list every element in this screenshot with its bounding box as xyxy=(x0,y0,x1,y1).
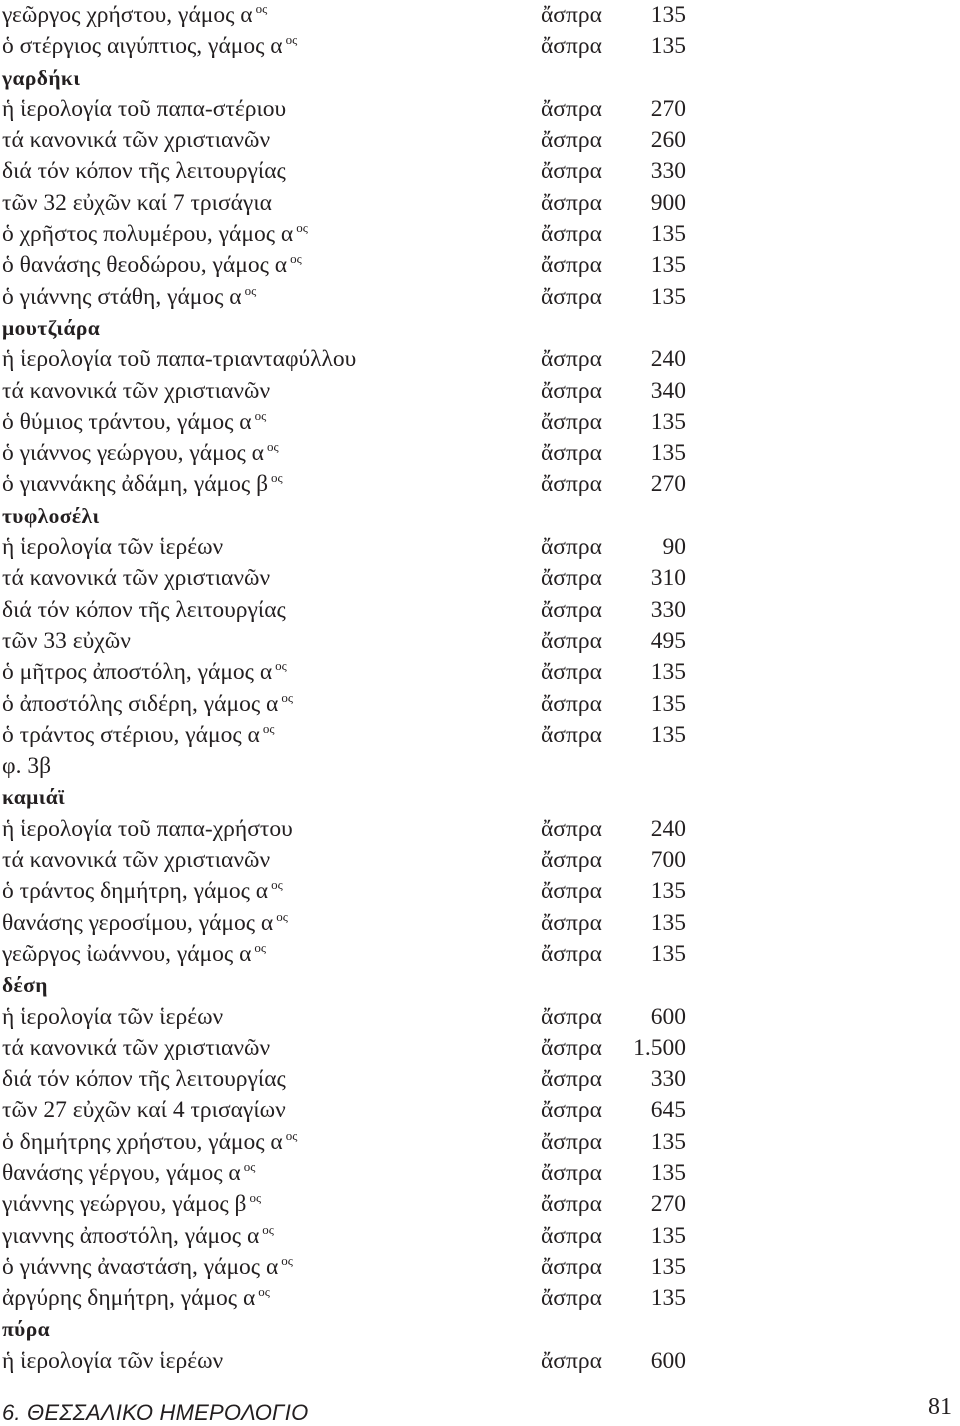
heading-text xyxy=(2,501,100,532)
entry-text: γεῶργος χρήστου, γάμος α xyxy=(2,2,253,28)
entry-description xyxy=(2,1158,255,1189)
amount-value: 135 xyxy=(650,1159,686,1186)
entry-text: ἡ ἱερολογία τῶν ἱερέων xyxy=(2,1347,224,1374)
entry-description xyxy=(2,1221,274,1252)
entry-description xyxy=(2,1283,270,1314)
currency-unit: ἄσπρα xyxy=(541,659,602,686)
entry-description xyxy=(2,532,223,563)
ledger-row xyxy=(0,1158,960,1189)
entry-text: ἡ ἱερολογία τοῦ παπα-χρήστου xyxy=(2,815,293,842)
currency-unit: ἄσπρα xyxy=(541,346,602,373)
ordinal-suffix: ος xyxy=(262,720,275,736)
entry-description xyxy=(2,125,270,156)
amount-value: 270 xyxy=(650,95,686,122)
currency-unit: ἄσπρα xyxy=(541,1003,602,1030)
ledger-row xyxy=(0,1346,960,1377)
entry-description xyxy=(2,438,279,469)
entry-text: θανάσης γεροσίμου, γάμος α xyxy=(2,909,274,936)
currency-unit: ἄσπρα xyxy=(541,847,602,874)
amount-value: 90 xyxy=(662,534,686,561)
amount-value: 495 xyxy=(650,627,686,654)
currency-unit: ἄσπρα xyxy=(541,627,602,654)
entry-description xyxy=(2,94,286,125)
entry-text: γεῶργος ἰωάννου, γάμος α xyxy=(2,940,252,967)
entry-text: φ. 3β xyxy=(2,753,52,780)
currency-unit: ἄσπρα xyxy=(541,1253,602,1280)
ledger-row xyxy=(0,908,960,939)
village-heading xyxy=(0,313,960,344)
amount-value: 240 xyxy=(650,346,686,373)
entry-description xyxy=(2,657,287,688)
currency-unit: ἄσπρα xyxy=(541,721,602,748)
ledger-row xyxy=(0,94,960,125)
entry-description xyxy=(2,0,267,31)
village-heading xyxy=(0,63,960,94)
currency-unit: ἄσπρα xyxy=(541,408,602,435)
entry-text: ἡ ἱερολογία τῶν ἱερέων xyxy=(2,534,224,561)
entry-text: τά κανονικά τῶν χριστιανῶν xyxy=(2,847,271,874)
entry-text: γιάννης γεώργου, γάμος β xyxy=(2,1191,247,1218)
ledger-row xyxy=(0,1283,960,1314)
heading-text xyxy=(2,970,48,1001)
entry-description xyxy=(2,751,51,782)
ledger-row xyxy=(0,814,960,845)
amount-value: 330 xyxy=(650,1066,686,1093)
amount-value: 135 xyxy=(650,1222,686,1249)
ordinal-suffix: ος xyxy=(271,470,283,486)
entry-description xyxy=(2,1002,223,1033)
entry-text: γιαννης ἀποστόλη, γάμος α xyxy=(2,1222,260,1249)
entry-description xyxy=(2,219,308,250)
ledger-row xyxy=(0,876,960,907)
ordinal-suffix: ος xyxy=(255,1,268,16)
ledger-row xyxy=(0,1252,960,1283)
amount-value: 900 xyxy=(650,189,686,216)
ledger-row xyxy=(0,563,960,594)
ordinal-suffix: ος xyxy=(254,939,267,955)
ordinal-suffix: ος xyxy=(243,1158,256,1174)
page-number: 81 xyxy=(928,1394,952,1420)
ledger-row xyxy=(0,344,960,375)
entry-description xyxy=(2,1095,286,1126)
ordinal-suffix: ος xyxy=(290,251,302,267)
ledger-row xyxy=(0,125,960,156)
amount-value: 270 xyxy=(650,471,686,498)
currency-unit: ἄσπρα xyxy=(541,909,602,936)
amount-value: 135 xyxy=(650,1128,686,1155)
ledger-row xyxy=(0,845,960,876)
entry-text: ὁ γιάννης στάθη, γάμος α xyxy=(2,283,242,310)
amount-value: 330 xyxy=(650,158,686,185)
entry-text: τά κανονικά τῶν χριστιανῶν xyxy=(2,377,271,404)
entry-text: γαρδήκι xyxy=(2,65,81,90)
amount-value: 270 xyxy=(650,1191,686,1218)
amount-value: 135 xyxy=(650,221,686,248)
amount-value: 135 xyxy=(650,690,686,717)
amount-value: 135 xyxy=(650,408,686,435)
village-heading xyxy=(0,501,960,532)
entry-description xyxy=(2,563,270,594)
ledger-row xyxy=(0,595,960,626)
amount-value: 135 xyxy=(650,283,686,310)
amount-value: 135 xyxy=(650,659,686,686)
currency-unit: ἄσπρα xyxy=(541,377,602,404)
currency-unit: ἄσπρα xyxy=(541,1285,602,1312)
heading-text xyxy=(2,782,65,813)
entry-text: ὁ γιάννος γεώργου, γάμος α xyxy=(2,440,264,467)
entry-description xyxy=(2,876,283,907)
entry-text: ὁ τράντος δημήτρη, γάμος α xyxy=(2,878,269,905)
entry-text: διά τόν κόπον τῆς λειτουργίας xyxy=(2,596,286,623)
ledger-row xyxy=(0,282,960,313)
entry-description xyxy=(2,1127,297,1158)
ledger-row xyxy=(0,1033,960,1064)
entry-text: ἡ ἱερολογία τῶν ἱερέων xyxy=(2,1003,224,1030)
ordinal-suffix: ος xyxy=(276,908,288,924)
currency-unit: ἄσπρα xyxy=(541,158,602,185)
heading-text xyxy=(2,313,100,344)
entry-text: τυφλοσέλι xyxy=(2,503,100,528)
currency-unit: ἄσπρα xyxy=(541,1128,602,1155)
entry-text: ὁ τράντος στέριου, γάμος α xyxy=(2,721,260,748)
entry-text: ὁ θανάσης θεοδώρου, γάμος α xyxy=(2,252,288,279)
entry-text: διά τόν κόπον τῆς λειτουργίας xyxy=(2,1066,286,1093)
entry-text: ὁ γιαννάκης ἀδάμη, γάμος β xyxy=(2,471,269,498)
entry-text: θανάσης γέργου, γάμος α xyxy=(2,1159,241,1186)
amount-value: 135 xyxy=(650,440,686,467)
ledger-row xyxy=(0,1002,960,1033)
currency-unit: ἄσπρα xyxy=(541,33,602,60)
entry-text: διά τόν κόπον τῆς λειτουργίας xyxy=(2,158,286,185)
amount-value: 135 xyxy=(650,1253,686,1280)
entry-description xyxy=(2,1346,223,1377)
ledger-row xyxy=(0,0,960,31)
ledger-row xyxy=(0,720,960,751)
currency-unit: ἄσπρα xyxy=(541,189,602,216)
entry-text: τῶν 32 εὐχῶν καί 7 τρισάγια xyxy=(2,189,272,216)
currency-unit: ἄσπρα xyxy=(541,1159,602,1186)
entry-description xyxy=(2,720,274,751)
entry-description xyxy=(2,407,266,438)
currency-unit: ἄσπρα xyxy=(541,878,602,905)
amount-value: 135 xyxy=(650,878,686,905)
entry-text: ὁ στέργιος αιγύπτιος, γάμος α xyxy=(2,33,283,60)
ledger-row xyxy=(0,626,960,657)
ordinal-suffix: ος xyxy=(281,1252,293,1268)
amount-value: 600 xyxy=(650,1003,686,1030)
entry-description xyxy=(2,1252,293,1283)
currency-unit: ἄσπρα xyxy=(541,565,602,592)
currency-unit: ἄσπρα xyxy=(541,1222,602,1249)
entry-text: μουτζιάρα xyxy=(2,315,101,340)
entry-text: ὁ δημήτρης χρήστου, γάμος α xyxy=(2,1128,283,1155)
page-footer xyxy=(0,1394,960,1426)
currency-unit: ἄσπρα xyxy=(541,1097,602,1124)
amount-value: 135 xyxy=(650,2,686,28)
currency-unit: ἄσπρα xyxy=(541,127,602,154)
entry-text: ὁ χρῆστος πολυμέρου, γάμος α xyxy=(2,221,294,248)
ledger-row xyxy=(0,188,960,219)
ordinal-suffix: ος xyxy=(249,1190,262,1206)
ledger-row xyxy=(0,939,960,970)
footer-journal-title: 6. ΘΕΣΣΑΛΙΚΟ ΗΜΕΡΟΛΟΓΙΟ xyxy=(2,1400,309,1425)
entry-text: ἡ ἱερολογία τοῦ παπα-τριανταφύλλου xyxy=(2,346,357,373)
entry-description xyxy=(2,282,256,313)
ordinal-suffix: ος xyxy=(281,689,293,705)
ordinal-suffix: ος xyxy=(244,282,257,298)
ordinal-suffix: ος xyxy=(285,32,298,48)
currency-unit: ἄσπρα xyxy=(541,815,602,842)
ledger-row xyxy=(0,657,960,688)
currency-unit: ἄσπρα xyxy=(541,283,602,310)
entry-text: τά κανονικά τῶν χριστιανῶν xyxy=(2,127,271,154)
ledger-row xyxy=(0,1221,960,1252)
ledger-row xyxy=(0,1064,960,1095)
ledger-row xyxy=(0,1189,960,1220)
entry-text: ὁ θύμιος τράντου, γάμος α xyxy=(2,408,252,435)
currency-unit: ἄσπρα xyxy=(541,252,602,279)
amount-value: 700 xyxy=(650,847,686,874)
entry-text: ἡ ἱερολογία τοῦ παπα-στέριου xyxy=(2,95,287,122)
amount-value: 600 xyxy=(650,1347,686,1374)
ordinal-suffix: ος xyxy=(285,1127,298,1143)
ledger-row xyxy=(0,689,960,720)
folio-note xyxy=(0,751,960,782)
currency-unit: ἄσπρα xyxy=(541,690,602,717)
entry-description xyxy=(2,1189,261,1220)
entry-description xyxy=(2,814,293,845)
ledger-row xyxy=(0,469,960,500)
ledger-row xyxy=(0,376,960,407)
entry-text: ὁ ἀποστόλης σιδέρη, γάμος α xyxy=(2,690,279,717)
ordinal-suffix: ος xyxy=(258,1284,270,1300)
entry-description xyxy=(2,1064,286,1095)
entry-text: τά κανονικά τῶν χριστιανῶν xyxy=(2,1034,271,1061)
amount-value: 240 xyxy=(650,815,686,842)
entry-description xyxy=(2,156,286,187)
currency-unit: ἄσπρα xyxy=(541,471,602,498)
ordinal-suffix: ος xyxy=(262,1221,274,1237)
ordinal-suffix: ος xyxy=(275,658,287,674)
entry-description xyxy=(2,250,302,281)
heading-text xyxy=(2,1314,50,1345)
currency-unit: ἄσπρα xyxy=(541,596,602,623)
currency-unit: ἄσπρα xyxy=(541,1034,602,1061)
amount-value: 645 xyxy=(650,1097,686,1124)
entry-description xyxy=(2,1033,270,1064)
amount-value: 260 xyxy=(650,127,686,154)
currency-unit: ἄσπρα xyxy=(541,95,602,122)
currency-unit: ἄσπρα xyxy=(541,1347,602,1374)
amount-value: 135 xyxy=(650,33,686,60)
entry-text: ὁ μῆτρος ἀποστόλη, γάμος α xyxy=(2,659,273,686)
entry-text: πύρα xyxy=(2,1317,51,1342)
amount-value: 135 xyxy=(650,721,686,748)
ledger-row xyxy=(0,156,960,187)
entry-description xyxy=(2,376,270,407)
amount-value: 135 xyxy=(650,909,686,936)
entry-description xyxy=(2,908,288,939)
entry-text: τῶν 33 εὐχῶν xyxy=(2,627,131,654)
entry-description xyxy=(2,344,356,375)
entry-text: ὁ γιάννης ἀναστάση, γάμος α xyxy=(2,1253,279,1280)
entry-text: τῶν 27 εὐχῶν καί 4 τρισαγίων xyxy=(2,1097,286,1124)
entry-description xyxy=(2,469,283,500)
ledger-row xyxy=(0,250,960,281)
heading-text xyxy=(2,63,80,94)
entry-text: δέση xyxy=(2,973,48,998)
ordinal-suffix: ος xyxy=(271,877,283,893)
entry-description xyxy=(2,939,266,970)
ordinal-suffix: ος xyxy=(296,220,308,236)
currency-unit: ἄσπρα xyxy=(541,1191,602,1218)
ordinal-suffix: ος xyxy=(254,407,267,423)
amount-value: 135 xyxy=(650,940,686,967)
entry-description xyxy=(2,31,297,62)
currency-unit: ἄσπρα xyxy=(541,1066,602,1093)
village-heading xyxy=(0,970,960,1001)
entry-description xyxy=(2,689,293,720)
ledger-row xyxy=(0,438,960,469)
currency-unit: ἄσπρα xyxy=(541,940,602,967)
currency-unit: ἄσπρα xyxy=(541,221,602,248)
ledger-row xyxy=(0,31,960,62)
entry-description xyxy=(2,845,270,876)
currency-unit: ἄσπρα xyxy=(541,440,602,467)
ledger-row xyxy=(0,1127,960,1158)
entry-description xyxy=(2,626,131,657)
currency-unit: ἄσπρα xyxy=(541,2,602,28)
amount-value: 135 xyxy=(650,1285,686,1312)
ledger-row xyxy=(0,219,960,250)
ledger-row xyxy=(0,407,960,438)
currency-unit: ἄσπρα xyxy=(541,534,602,561)
entry-text: ἀργύρης δημήτρη, γάμος α xyxy=(2,1285,256,1312)
amount-value: 330 xyxy=(650,596,686,623)
entry-description xyxy=(2,188,272,219)
village-heading xyxy=(0,782,960,813)
ledger-row xyxy=(0,532,960,563)
amount-value: 310 xyxy=(650,565,686,592)
entry-description xyxy=(2,595,286,626)
ledger-row xyxy=(0,1095,960,1126)
amount-value: 340 xyxy=(650,377,686,404)
entry-text: τά κανονικά τῶν χριστιανῶν xyxy=(2,565,271,592)
amount-value: 135 xyxy=(650,252,686,279)
entry-text: καμιάϊ xyxy=(2,785,66,810)
ordinal-suffix: ος xyxy=(266,439,279,455)
village-heading xyxy=(0,1314,960,1345)
amount-value: 1.500 xyxy=(633,1034,686,1061)
